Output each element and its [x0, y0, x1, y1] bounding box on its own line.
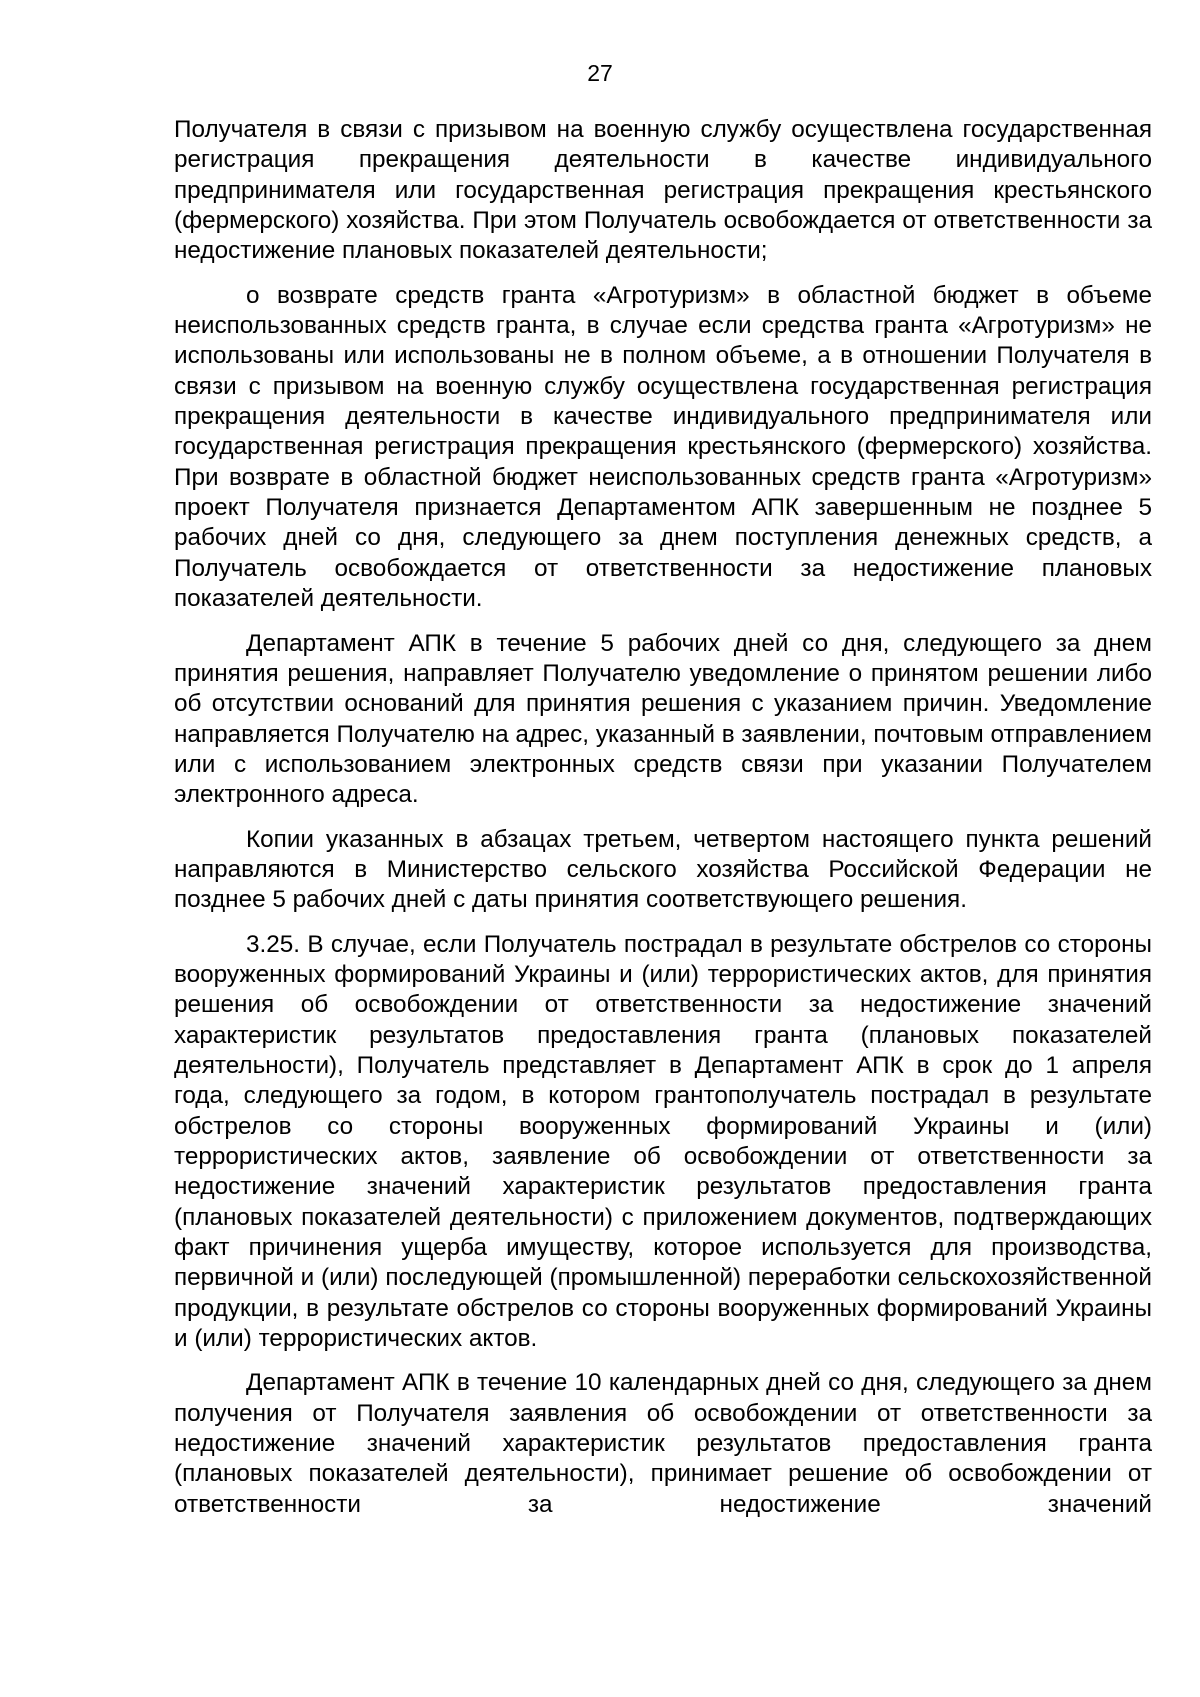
paragraph-decision: Департамент АПК в течение 10 календарных дней со дня, следующего за днем получения от Получателя заявления об освобождении от ответственности за недостижение значений характеристик результатов предоставления гранта (плановых показателей деятельности), принимает решение об освобождении от ответственности за недостижение значений: [174, 1369, 1152, 1518]
paragraph-grant-refund: о возврате средств гранта «Агротуризм» в областной бюджет в объеме неиспользованных средств гранта, в случае если средства гранта «Агротуризм» не использованы или использованы не в полном объеме, а в отношении Получателя в связи с призывом на военную службу осуществлена государственная регистрация прекращения деятельности в качестве индивидуального предпринимателя или государственная регистрация прекращения крестьянского (фермерского) хозяйства. При возврате в областной бюджет неиспользованных средств гранта «Агротуризм» проект Получателя признается Департаментом АПК завершенным не позднее 5 рабочих дней со дня, следующего за днем поступления денежных средств, а Получатель освобождается от ответственности за недостижение плановых показателей деятельности.: [174, 281, 1152, 613]
paragraph-notification: Департамент АПК в течение 5 рабочих дней со дня, следующего за днем принятия решения, направляет Получателю уведомление о принятом решении либо об отсутствии оснований для принятия решения с указанием причин. Уведомление направляется Получателю на адрес, указанный в заявлении, почтовым отправлением или с использованием электронных средств связи при указании Получателем электронного адреса.: [174, 629, 1152, 809]
paragraph-copies: Копии указанных в абзацах третьем, четвертом настоящего пункта решений направляются в Министерство сельского хозяйства Российской Федерации не позднее 5 рабочих дней с даты принятия соответствующего решения.: [174, 825, 1152, 914]
document-body: [174, 115, 1152, 1520]
page-number: 27: [587, 60, 613, 86]
paragraph-continuation: Получателя в связи с призывом на военную службу осуществлена государственная регистрация прекращения деятельности в качестве индивидуального предпринимателя или государственная регистрация прекращения крестьянского (фермерского) хозяйства. При этом Получатель освобождается от ответственности за недостижение плановых показателей деятельности;: [174, 116, 1152, 265]
paragraph-clause-3-25: 3.25. В случае, если Получатель пострадал в результате обстрелов со стороны вооруженных формирований Украины и (или) террористических актов, для принятия решения об освобождении от ответственности за недостижение значений характеристик результатов предоставления гранта (плановых показателей деятельности), Получатель представляет в Департамент АПК в срок до 1 апреля года, следующего за годом, в котором грантополучатель пострадал в результате обстрелов со стороны вооруженных формирований Украины и (или) террористических актов, заявление об освобождении от ответственности за недостижение значений характеристик результатов предоставления гранта (плановых показателей деятельности) с приложением документов, подтверждающих факт причинения ущерба имуществу, которое используется для производства, первичной и (или) последующей (промышленной) переработки сельскохозяйственной продукции, в результате обстрелов со стороны вооруженных формирований Украины и (или) террористических актов.: [174, 930, 1152, 1353]
